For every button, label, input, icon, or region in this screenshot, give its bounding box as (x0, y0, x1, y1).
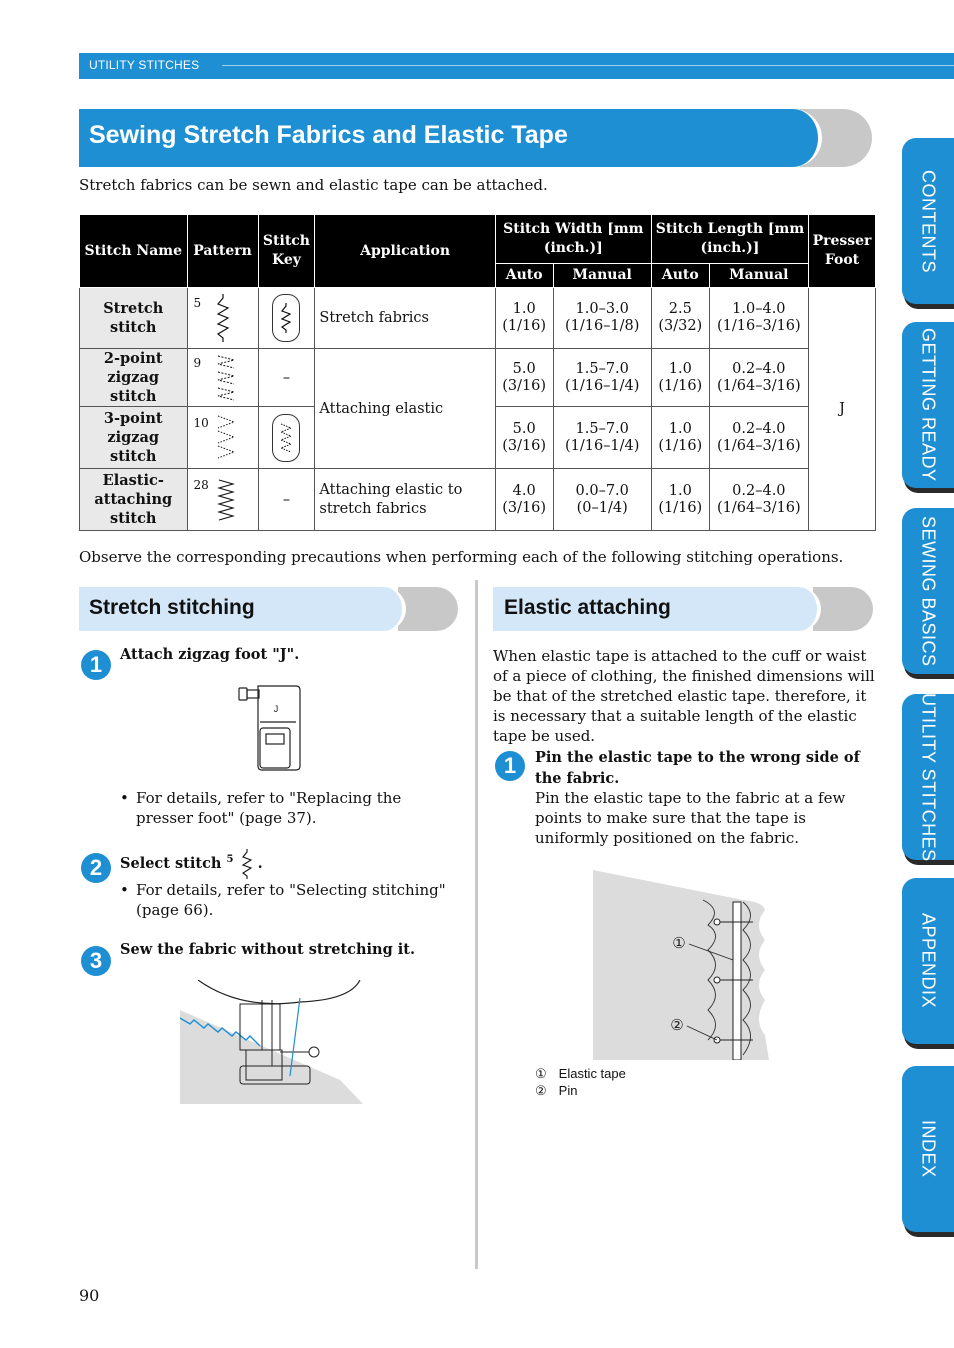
col-stitch-name: Stitch Name (80, 215, 188, 288)
pattern-cell (187, 349, 258, 407)
col-length-manual: Manual (709, 264, 808, 288)
length-manual: 0.2–4.0 (1/64–3/16) (709, 407, 808, 469)
pattern-cell (187, 469, 258, 531)
elastic-intro: When elastic tape is attached to the cuff or waist of a piece of clothing, the finished dimensions will be that of the stretched elastic tape. therefore, it is necessary that a suitable length of the elastic tape be used. (493, 647, 875, 745)
bullet-note: • For details, refer to "Selecting stitching" (page 66). (120, 881, 446, 919)
col-width-manual: Manual (553, 264, 651, 288)
column-divider (475, 580, 478, 1269)
pattern-number: 10 (193, 415, 209, 430)
precaution-note: Observe the corresponding precautions when performing each of the following stitching operations. (79, 548, 844, 566)
width-auto: 5.0 (3/16) (495, 407, 553, 469)
width-auto: 4.0 (3/16) (495, 469, 553, 531)
tab-sewing-basics[interactable]: SEWING BASICS (902, 508, 954, 674)
length-manual: 0.2–4.0 (1/64–3/16) (709, 349, 808, 407)
width-manual: 0.0–7.0 (0–1/4) (553, 469, 651, 531)
step-badge: 2 (81, 853, 111, 883)
pattern-number: 9 (193, 355, 202, 370)
length-auto: 2.5 (3/32) (651, 288, 709, 349)
step-title: Pin the elastic tape to the wrong side of the fabric. (535, 749, 860, 787)
application: Stretch fabrics (315, 288, 495, 349)
application: Attaching elastic to stretch fabrics (315, 469, 495, 531)
step-body: Pin the elastic tape to the fabric at a few points to make sure that the tape is uniformly positioned on the fabric. (535, 789, 846, 847)
legend-item: ② Pin (535, 1083, 578, 1098)
width-manual: 1.0–3.0 (1/16–1/8) (553, 288, 651, 349)
width-auto: 5.0 (3/16) (495, 349, 553, 407)
stretch-stitch-icon (216, 294, 230, 342)
width-auto: 1.0 (1/16) (495, 288, 553, 349)
length-manual: 0.2–4.0 (1/64–3/16) (709, 469, 808, 531)
bullet-note: • For details, refer to "Replacing the presser foot" (page 37). (120, 789, 402, 827)
col-stitch-width: Stitch Width [mm (inch.)] (495, 215, 651, 264)
stitch-key-cell (258, 288, 315, 349)
tab-appendix[interactable]: APPENDIX (902, 878, 954, 1044)
callout-elastic-tape: ① (672, 934, 686, 952)
col-application: Application (315, 215, 495, 288)
stitch-key-button-icon (272, 294, 300, 342)
page-number: 90 (79, 1286, 100, 1305)
section-heading-elastic: Elastic attaching (504, 596, 671, 619)
pattern-number: 5 (193, 296, 202, 310)
legend-item: ① Elastic tape (535, 1066, 626, 1081)
stitch-name: Stretch stitch (80, 288, 188, 349)
header-rule (222, 65, 954, 66)
length-auto: 1.0 (1/16) (651, 407, 709, 469)
step-title: Sew the fabric without stretching it. (120, 941, 416, 958)
step-badge: 1 (495, 751, 525, 781)
table-row (80, 469, 876, 531)
header-strip (79, 53, 954, 79)
zigzag-foot-j-illustration (236, 682, 306, 772)
stitch-key-cell: – (258, 349, 315, 407)
page-title: Sewing Stretch Fabrics and Elastic Tape (89, 121, 568, 149)
pattern-cell (187, 407, 258, 469)
foot-letter: J (273, 704, 279, 714)
stitch-name: 3-point zigzag stitch (80, 407, 188, 469)
callout-pin: ② (670, 1016, 684, 1034)
elastic-attaching-stitch-icon (216, 476, 236, 524)
stretch-stitch-icon (241, 849, 253, 879)
stitch-name: Elastic-attaching stitch (80, 469, 188, 531)
stitch-name: 2-point zigzag stitch (80, 349, 188, 407)
stitch-key-button-icon (272, 414, 300, 462)
length-auto: 1.0 (1/16) (651, 469, 709, 531)
step-badge: 3 (81, 946, 111, 976)
intro-text: Stretch fabrics can be sewn and elastic tape can be attached. (79, 176, 548, 194)
section-shadow (813, 587, 873, 631)
length-auto: 1.0 (1/16) (651, 349, 709, 407)
presser-foot-value: J (809, 288, 876, 531)
stitch-key-cell (258, 407, 315, 469)
section-heading-stretch: Stretch stitching (89, 596, 255, 619)
col-length-auto: Auto (651, 264, 709, 288)
tab-utility-stitches[interactable]: UTILITY STITCHES (902, 694, 954, 860)
col-stitch-length: Stitch Length [mm (inch.)] (651, 215, 808, 264)
width-manual: 1.5–7.0 (1/16–1/4) (553, 349, 651, 407)
application: Attaching elastic (315, 349, 495, 469)
stitch-key-cell: – (258, 469, 315, 531)
col-width-auto: Auto (495, 264, 553, 288)
col-stitch-key: Stitch Key (258, 215, 315, 288)
section-label: UTILITY STITCHES (89, 58, 200, 72)
section-shadow (398, 587, 458, 631)
tab-getting-ready[interactable]: GETTING READY (902, 322, 954, 488)
pattern-number: 28 (193, 477, 209, 492)
stitch-table (79, 214, 876, 531)
step-badge: 1 (81, 650, 111, 680)
three-point-zigzag-icon (216, 414, 236, 462)
width-manual: 1.5–7.0 (1/16–1/4) (553, 407, 651, 469)
sewing-fabric-illustration (180, 980, 363, 1104)
elastic-pinning-illustration (593, 870, 769, 1060)
length-manual: 1.0–4.0 (1/16–3/16) (709, 288, 808, 349)
table-row (80, 288, 876, 349)
two-point-zigzag-icon (216, 354, 236, 402)
tab-contents[interactable]: CONTENTS (902, 138, 954, 304)
step-title: Attach zigzag foot "J". (120, 646, 300, 663)
tab-index[interactable]: INDEX (902, 1066, 954, 1232)
step-title: Select stitch $^5$ . (120, 849, 263, 879)
col-presser-foot: Presser Foot (809, 215, 876, 288)
table-row (80, 349, 876, 407)
pattern-cell (187, 288, 258, 349)
col-pattern: Pattern (187, 215, 258, 288)
